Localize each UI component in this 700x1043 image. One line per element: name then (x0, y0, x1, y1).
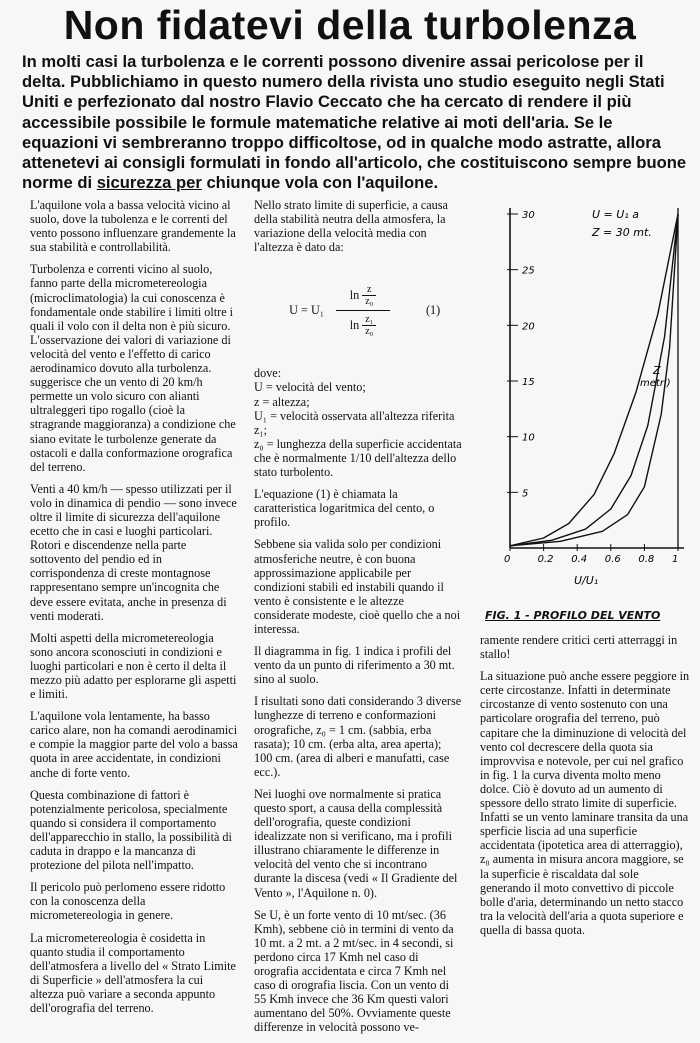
equation-number: (1) (426, 303, 441, 318)
col1-paragraph: Il pericolo può perlomeno essere ridotto con la conoscenza della micrometereologia in genere. (30, 880, 226, 923)
y-tick-label: 30 (522, 210, 535, 221)
formula-z0: z₀ (365, 325, 374, 337)
wind-profile-chart (470, 196, 695, 626)
col1-paragraph: Venti a 40 km/h — spesso utilizzati per il volo in dinamica di pendio — sono invece oltre il limite di sicurezza dell'aquilone ecetto che in casi e luoghi particolari. Rotori e discendenze nella parte sottovento del pendio ed in corrispondenza di creste montagnose rappresentano sempre un'incognita che deve essere evitata, anche in presenza di venti moderati. (30, 481, 237, 623)
column-1 (30, 198, 238, 1023)
y-axis-label: Z (653, 364, 661, 377)
formula-fraction (328, 284, 398, 337)
y-tick-label: 5 (522, 488, 529, 500)
x-tick-label: 0.4 (571, 554, 588, 565)
column-2 (254, 198, 462, 1043)
definition-item: z₀ = lunghezza della superficie accidentata che è normalmente 1/10 dell'altezza dello stato turbolento. (254, 436, 462, 480)
fraction-bar (336, 310, 390, 311)
definition-item: U = velocità del vento; (254, 380, 366, 395)
x-tick-label: 0.6 (604, 554, 621, 565)
col1-paragraph: Turbolenza e correnti vicino al suolo, fanno parte della micrometereologia (microclimatologia) la cui conoscenza è fondamentale onde stabilire i limiti oltre i quali il volo con il delta non è più sicuro. L'osservazione dei valori di variazione di velocità del vento e l'effetto di carico aerodinamico dovuto alla turbolenza. suggerisce che un vento di 20 km/h permette un volo sicuro con alianti ultraleggeri tipo rogallo (cioè la stragrande maggioranza) a condizione che siano evitate le turbolenze generate da ostacoli e dalla conformazione orografica del terreno. (30, 262, 236, 474)
col2-paragraph: Nei luoghi ove normalmente si pratica questo sport, a causa della complessità dell'orografia, queste condizioni idealizzate non si verificano, ma i profili illustrano chiaramente le differenze in velocità del vento che si incontrano durante la discesa (vedi « Il Gradiente del Vento », l'Aquilone n. 0). (254, 786, 458, 900)
wind-profile-formula (254, 262, 462, 358)
formula-lhs: U = U₁ (289, 303, 324, 318)
formula-ln: ln (349, 288, 360, 303)
y-tick-label: 20 (522, 321, 535, 333)
intro-text-a: In molti casi la turbolenza e le correnti possono divenire assai pericolose per il delta. Pubblichiamo in questo numero della rivista uno studio eseguito negli Stati Uniti e perfezionato dal nostro Flavio Ceccato che ha cercato di rendere il più accessibile possibile le formule matematiche relative ai moti dell'aria. Se le equazioni vi sembreranno troppo difficoltose, od in qualche modo astratte, allora attenetevi ai consigli formulati in fondo all'articolo, che costituiscono sempre buone norme di (22, 52, 687, 193)
col3-paragraph: La situazione può anche essere peggiore in certe circostanze. Infatti in determinate circostanze di vento sostenuto con una particolare orografia del terreno, può capitare che la diminuzione di velocità del vento col decrescere della quota sia improvvisa e notevole, per cui nel grafico in fig. 1 la curva diventa molto meno dolce. Ciò è dovuto ad un aumento di spessore dello strato limite di superficie. Infatti se un vento laminare transita da una sperficie liscia ad una superficie accidentata (ipotetica area di atterraggio), z₀ aumenta in misura ancora maggiore, se la superficie è riscaldata dal sole generando il moto convettivo di piccole bolle d'aria, determinando un netto stacco tra la velocità dell'aria a quota superiore e quella di bassa quota. (480, 669, 690, 937)
formula-z: z (367, 283, 372, 295)
column-3 (480, 633, 692, 945)
definition-item: z = altezza; (254, 394, 310, 409)
x-tick-label: 1 (672, 554, 679, 565)
formula-z0: z₀ (365, 295, 374, 307)
legend-line-1: U = U₁ a (592, 208, 639, 221)
definition-item: U₁ = velocità osservata all'altezza riferita z₁; (254, 408, 455, 437)
formula-ln: ln (349, 318, 360, 333)
col1-paragraph: L'aquilone vola a bassa velocità vicino al suolo, dove la tubolenza e le correnti del vento possono influenzare grandemente la sua stabilità e controllabilità. (30, 198, 236, 255)
col2-paragraph: Sebbene sia valida solo per condizioni atmosferiche neutre, è con buona approssimazione applicabile per condizioni stabili ed instabili quando il vento è consistente e le altezze considerate modeste, cioè quello che a noi interessa. (254, 537, 461, 636)
x-tick-label: 0.8 (638, 554, 655, 565)
legend-line-2: Z = 30 mt. (592, 226, 652, 239)
intro-paragraph (22, 52, 690, 193)
article-title: Non fidatevi della turbolenza (63, 2, 637, 48)
y-tick-label: 25 (522, 265, 535, 277)
y-tick-label: 10 (522, 432, 535, 444)
intro-text-b: chiunque vola con l'aquilone. (201, 173, 439, 193)
x-tick-label: 0 (504, 554, 511, 565)
col2-paragraph: Il diagramma in fig. 1 indica i profili del vento da un punto di riferimento a 30 mt. sino al suolo. (254, 644, 455, 687)
col1-paragraph: Questa combinazione di fattori è potenzialmente pericolosa, specialmente quando si considera il comportamento dell'apparecchio in stallo, la possibilità di caduta in drappo e la mancanza di protezione del pilota nell'impatto. (30, 787, 232, 873)
formula-z1: z₁ (365, 313, 374, 325)
y-axis-unit: metri) (640, 378, 671, 389)
col1-paragraph: La micrometereologia è cosidetta in quanto studia il comportamento dell'atmosfera a livello del « Strato Limite di Superficie » dell'atmosfera la cui altezza può variare a seconda appunto dell'orografia del terreno. (30, 930, 236, 1015)
col2-intro: Nello strato limite di superficie, a causa della stabilità neutra della atmosfera, la variazione della velocità media con l'altezza è dato da: (254, 198, 448, 255)
y-tick-label: 15 (522, 377, 535, 388)
col1-paragraph: L'aquilone vola lentamente, ha basso carico alare, non ha comandi aerodinamici e compie la maggior parte del volo a bassa quota in aree accidentate, in condizioni anche di forte vento. (30, 709, 238, 780)
dove-label: dove: (254, 366, 282, 381)
figure-caption: FIG. 1 - PROFILO DEL VENTO (485, 609, 661, 622)
intro-underlined: sicurezza per (96, 173, 202, 193)
col2-paragraph: L'equazione (1) è chiamata la caratteristica logaritmica del cento, o profilo. (254, 487, 435, 530)
definition-list (254, 366, 462, 479)
x-tick-label: 0.2 (537, 554, 554, 565)
col1-paragraph: Molti aspetti della micrometereologia sono ancora sconosciuti in condizioni e luoghi particolari e non è certo il delta il mezzo più adatto per esplorarne gli aspetti e limiti. (30, 630, 237, 702)
x-axis-label: U/U₁ (574, 574, 599, 587)
col2-paragraph: I risultati sono dati considerando 3 diverse lunghezze di terreno e conformazioni orografiche, z₀ = 1 cm. (sabbia, erba rasata); 10 cm. (erba alta, area aperta); 100 cm. (area di alberi e manufatti, case ecc.). (254, 694, 462, 779)
col2-paragraph: Se U, è un forte vento di 10 mt/sec. (36 Kmh), sebbene ciò in termini di vento da 10 mt. a 2 mt. a 2 mt/sec. in 4 secondi, si perdono circa 17 Kmh nel caso di orografia accidentata e circa 7 Kmh nel caso di orografia liscia. Con un vento di 55 Kmh invece che 36 Km questi valori aumentano del 50%. Ovviamente queste differenze in velocità possono ve- (254, 907, 454, 1035)
col3-paragraph: ramente rendere critici certi atterraggi in stallo! (480, 633, 678, 662)
